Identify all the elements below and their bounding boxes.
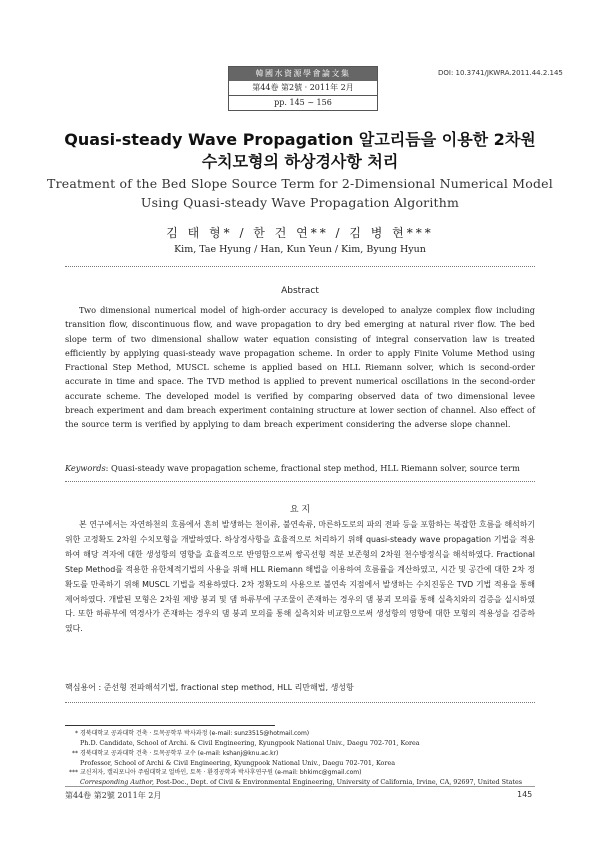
title-korean-line2: 수치모형의 하상경사항 처리 xyxy=(201,152,399,171)
footnote-korean: 경북대학교 공과대학 건축 · 토목공학부 박사과정 (e-mail: sunz3515@hotmail.com) xyxy=(80,730,310,737)
journal-name: 韓國水資源學會論文集 xyxy=(229,67,377,81)
footnote-rule xyxy=(65,725,275,726)
summary-heading: 요 지 xyxy=(289,505,311,515)
title-korean-line1: Quasi-steady Wave Propagation 알고리듬을 이용한 2차원 xyxy=(64,130,536,149)
footnote-mark: ** xyxy=(72,750,78,757)
authors-korean: 김 태 형* / 한 건 연** / 김 병 현*** xyxy=(166,226,434,240)
doi-text: DOI: 10.3741/JKWRA.2011.44.2.145 xyxy=(438,69,563,77)
keywords-line xyxy=(65,463,545,473)
abstract-text: Two dimensional numerical model of high-order accuracy is developed to analyze complex flow including transition flow, discontinuous flow, and wave propagation to dry bed emerging at natural river flow. The bed slope term of two dimensional shallow water equation consisting of integral conservation law is treated efficiently by applying quasi-steady wave propagation scheme. In order to apply Finite Volume Method using Fractional Step Method, MUSCL scheme is applied based on HLL Riemann solver, which is second-order accurate in time and space. The TVD method is applied to prevent numerical oscillations in the second-order accurate scheme. The developed model is verified by comparing observed data of two dimensional levee breach experiment and dam breach experiment containing structure at lower section of channel. Also effect of the source term is verified by applying to dam breach experiment considering the adverse slope channel. xyxy=(65,305,535,430)
footnote-english: Post-Doc., Dept. of Civil & Environmental Engineering, University of California, Irvine, CA, 92697, United States xyxy=(153,777,523,786)
keywords-korean: 핵심용어 : 준선형 전파해석기법, fractional step method, HLL 리만해법, 생성항 xyxy=(65,683,354,692)
divider xyxy=(65,481,535,482)
footer-rule xyxy=(65,786,535,787)
footnote-korean: 교신저자, 캘리포니아 주립대학교 얼바인, 토목 · 환경공학과 박사후연구원 (e-mail: bhkimc@gmail.com) xyxy=(80,769,362,776)
footnote-mark: *** xyxy=(69,769,78,776)
footnote-korean: 경북대학교 공과대학 건축 · 토목공학부 교수 (e-mail: kshanj@knu.ac.kr) xyxy=(80,750,279,757)
footnote-english: Professor, School of Archi & Civil Engineering, Kyungpook National Univ., Daegu 702-701, Korea xyxy=(80,758,396,767)
footnote-english: Ph.D. Candidate, School of Archi. & Civil Engineering, Kyungpook National Univ., Daegu 702-701, Korea xyxy=(80,738,420,747)
footnote-1 xyxy=(65,729,545,749)
divider xyxy=(65,266,535,267)
summary-text: 본 연구에서는 자연하천의 흐름에서 흔히 발생하는 천이류, 불연속류, 마른하도로의 파의 전파 등을 포함하는 복잡한 흐름을 해석하기 위한 고정확도 2차원 수치모형을 개발하였다. 하상경사항을 효율적으로 처리하기 위해 quasi-steady wave propagation 기법을 적용하여 해당 격자에 대한 생성항의 영향을 효율적으로 반영함으로써 쌍곡선형 적분 보존형의 2차원 천수방정식을 해석하였다. Fractional Step Method를 적용한 유한체적기법의 사용을 위해 HLL Riemann 해법을 이용하여 흐름률을 계산하였고, 시간 및 공간에 대한 2차 정확도를 만족하기 위해 MUSCL 기법을 적용하였다. 2차 정확도의 사용으로 불연속 지점에서 발생하는 수치진동은 TVD 기법 적용을 통해 제어하였다. 개발된 모형은 2차원 제방 붕괴 및 댐 하류부에 구조물이 존재하는 경우의 댐 붕괴 모의를 통해 실측치와의 검증을 실시하였다. 또한 하류부에 역경사가 존재하는 경우의 댐 붕괴 모의를 통해 실측치와 비교함으로써 생성항의 영향에 대한 모형의 적용성을 검증하였다. xyxy=(65,520,535,634)
journal-header-box xyxy=(228,66,378,111)
title-english-line2: Using Quasi-steady Wave Propagation Algorithm xyxy=(140,195,460,210)
keywords-text: : Quasi-steady wave propagation scheme, fractional step method, HLL Riemann solver, source term xyxy=(105,463,520,473)
divider xyxy=(65,702,535,703)
footer-journal-info: 第44卷 第2號 2011年 2月 xyxy=(65,791,162,800)
page-number: 145 xyxy=(517,790,533,799)
abstract-heading: Abstract xyxy=(281,286,319,296)
title-english-line1: Treatment of the Bed Slope Source Term for 2-Dimensional Numerical Model xyxy=(47,176,553,191)
keywords-label: Keywords xyxy=(65,463,106,473)
authors-english: Kim, Tae Hyung / Han, Kun Yeun / Kim, Byung Hyun xyxy=(174,244,426,255)
footnote-english-italic: Corresponding Author, xyxy=(80,777,154,786)
footnote-3 xyxy=(65,768,545,788)
footnote-2 xyxy=(65,749,545,769)
journal-volume-issue: 第44卷 第2號 · 2011年 2月 xyxy=(229,81,377,96)
footnote-mark: * xyxy=(75,730,78,737)
journal-pages: pp. 145 ~ 156 xyxy=(274,98,332,107)
